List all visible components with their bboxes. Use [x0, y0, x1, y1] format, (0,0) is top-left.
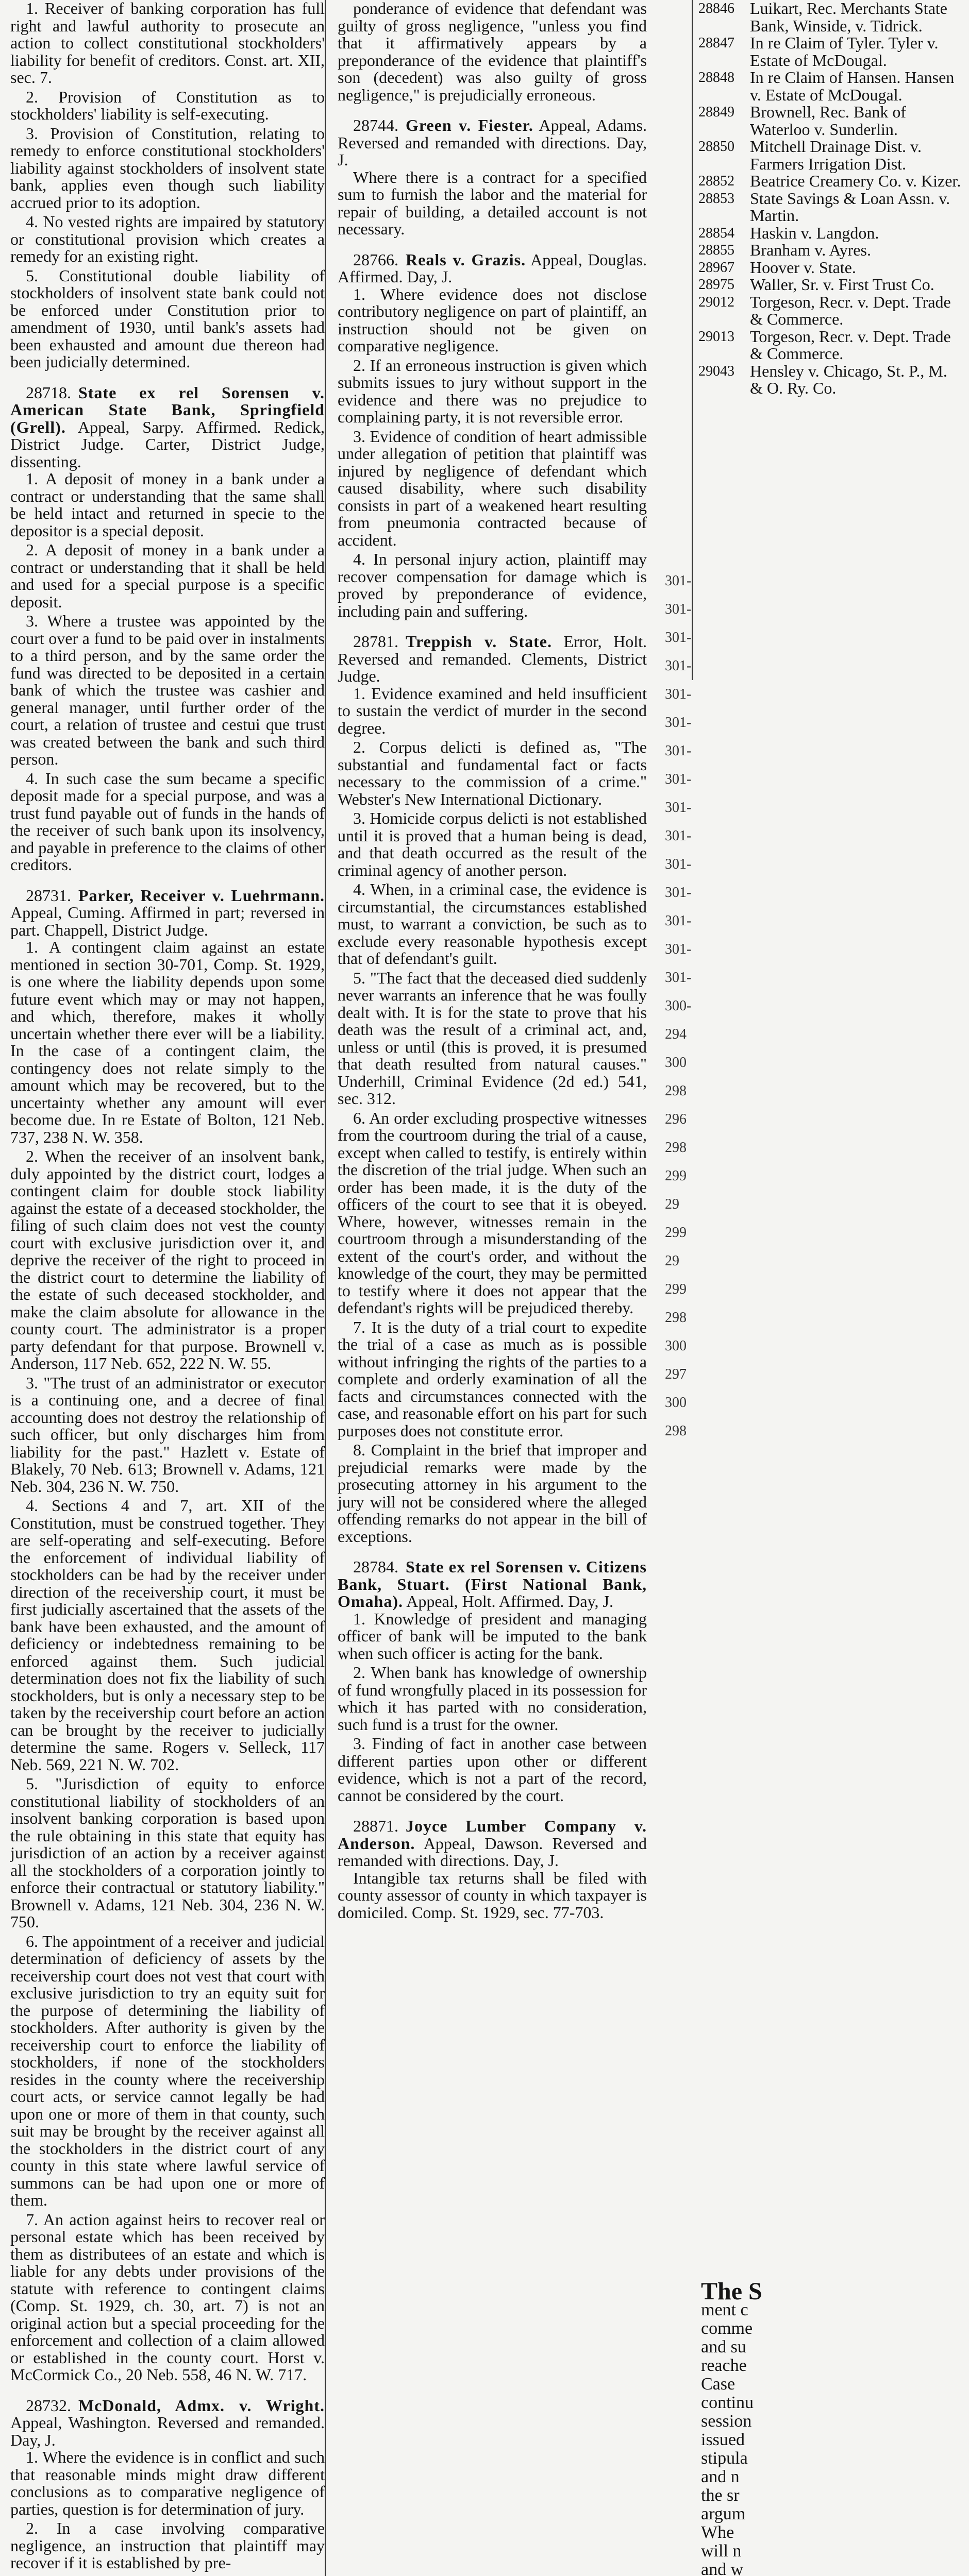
column-rule-left: [325, 0, 326, 2576]
margin-number: 301-: [665, 800, 692, 816]
margin-number: 29: [665, 1253, 679, 1269]
paragraph: 4. No vested rights are impaired by statutory or constitutional provision which creates a remedy for an existing right.: [10, 212, 325, 265]
case-list-row: [698, 276, 961, 294]
clipping-line: session: [701, 2412, 752, 2431]
case-disposition: Appeal, Douglas. Affirmed. Day, J.: [338, 250, 647, 286]
case-heading: [10, 2397, 325, 2449]
paragraph: 1. Where evidence does not disclose contributory negligence on part of plaintiff, an instruction should not be given on comparative negligence.: [338, 284, 647, 355]
paragraph: Where there is a contract for a specified sum to furnish the labor and the material for repair of building, a detailed account is not necessary.: [338, 167, 647, 238]
case-heading: [10, 887, 325, 939]
case-number: 28855: [698, 242, 734, 258]
margin-page-numbers: [665, 567, 706, 1700]
case-heading: [338, 1818, 647, 1870]
case-name: In re Claim of Tyler. Tyler v. Estate of McDougal.: [750, 33, 939, 70]
case-number: 28781.: [353, 632, 398, 651]
paragraph: 1. A contingent claim against an estate mentioned in section 30-701, Comp. St. 1929, is one where the liability depends upon some future event which may or may not happen, and which, therefore, makes it wholly uncertain whether there ever will be a liability. In the case of a contingent claim, the contingency does not relate simply to the amount which may be recovered, but to the uncertainty whether any amount will ever become due. In re Estate of Bolton, 121 Neb. 737, 238 N. W. 358.: [10, 938, 325, 1146]
clipping-line: Whe: [701, 2523, 734, 2542]
paragraph: 3. Finding of fact in another case between different parties upon other or different evidence, which is not a part of the record, cannot be considered by the court.: [338, 1734, 647, 1805]
case-list-row: [698, 294, 961, 328]
clipping-line: and w: [701, 2560, 744, 2576]
margin-number: 299: [665, 1225, 687, 1241]
margin-number: 296: [665, 1111, 687, 1127]
case-number: 28852: [698, 173, 734, 189]
case-heading: [338, 633, 647, 685]
clipping-line: Case: [701, 2375, 736, 2394]
paragraph: 5. "The fact that the deceased died suddenly never warrants an inference that he was foully dealt with. It is for the state to prove that his death was the result of a criminal act, and, unless or until (this is proved, it is presumed that death resulted from natural causes." Underhill, Criminal Evidence (2d ed.) 541, sec. 312.: [338, 968, 647, 1108]
paragraph: 2. When bank has knowledge of ownership of fund wrongfully placed in its possession for which it has parted with no consideration, such fund is a trust for the owner.: [338, 1663, 647, 1734]
margin-number: 301-: [665, 828, 692, 844]
paragraph: 5. Constitutional double liability of stockholders of insolvent state bank could not be enforced under Constitution prior to amendment of 1930, until bank's assets had been exhausted and amount due thereon had been judicially determined.: [10, 266, 325, 371]
margin-number: 301-: [665, 970, 692, 986]
case-title: Parker, Receiver v. Luehrmann.: [78, 886, 325, 905]
margin-number: 298: [665, 1310, 687, 1326]
margin-number: 301-: [665, 630, 692, 646]
case-name: State Savings & Loan Assn. v. Martin.: [750, 189, 950, 225]
clipping-line: issued: [701, 2430, 745, 2449]
margin-number: 298: [665, 1423, 687, 1439]
case-number: 28846: [698, 1, 734, 16]
margin-number: 299: [665, 1281, 687, 1297]
case-disposition: Appeal, Holt. Affirmed. Day, J.: [406, 1592, 613, 1611]
column-middle: [338, 0, 686, 2370]
case-number: 28967: [698, 259, 734, 276]
case-number: 28766.: [353, 250, 398, 269]
clipping-line: comme: [701, 2319, 753, 2338]
case-number: 29013: [698, 328, 734, 345]
paragraph: 4. In such case the sum became a specific deposit made for a special purpose, and was a trust fund payable out of funds in the hands of the receiver of such bank upon its insolvency, and payable in preference to the claims of other creditors.: [10, 769, 325, 874]
column-middle-content: [338, 0, 647, 1921]
case-disposition: Appeal, Adams. Reversed and remanded with directions. Day, J.: [338, 116, 647, 169]
clipping-line: will n: [701, 2541, 742, 2561]
case-name: Luikart, Rec. Merchants State Bank, Winside, v. Tidrick.: [750, 0, 947, 35]
clipping-fragment: [701, 2278, 969, 2576]
case-number: 28850: [698, 139, 734, 155]
paragraph: 3. Provision of Constitution, relating to remedy to enforce constitutional stockholders' liability against stockholders of insolvent state bank, applies even though such liability accrued prior to its adoption.: [10, 124, 325, 212]
case-name: Torgeson, Recr. v. Dept. Trade & Commerce.: [750, 292, 951, 328]
case-name: Brownell, Rec. Bank of Waterloo v. Sunderlin.: [750, 103, 907, 139]
paragraph: 2. Corpus delicti is defined as, "The substantial and fundamental fact or facts necessary to the commission of a crime." Webster's New International Dictionary.: [338, 738, 647, 808]
margin-number: 300-: [665, 998, 692, 1014]
case-title: Treppish v. State.: [406, 632, 552, 651]
case-number: 29012: [698, 294, 734, 310]
paragraph: 1. Where the evidence is in conflict and such that reasonable minds might draw different conclusions as to comparative negligence of parties, question is for determination of jury.: [10, 2448, 325, 2518]
paragraph: 6. The appointment of a receiver and judicial determination of deficiency of assets by the receivership court does not vest that court with exclusive jurisdiction to try an equity suit for the purpose of determining the liability of stockholders. After authority is given by the receivership court to enforce the liability of stockholders, if none of the stockholders resides in the county where the receivership court acts, or service cannot legally be had upon one or more of them in that county, such suit may be brought by the receiver against all the stockholders in the district court of any county in this state where lawful service of summons can be had upon one or more of them.: [10, 1931, 325, 2209]
margin-number: 297: [665, 1366, 687, 1382]
paragraph: 1. A deposit of money in a bank under a contract or understanding that the same shall be held intact and returned in specie to the depositor is a special deposit.: [10, 469, 325, 540]
case-disposition: Appeal, Dawson. Reversed and remanded with directions. Day, J.: [338, 1834, 647, 1870]
column-left: [10, 0, 325, 2576]
paragraph: 4. Sections 4 and 7, art. XII of the Constitution, must be construed together. They are self-operating and self-executing. Before the enforcement of individual liability of stockholders can be had by the receiver under direction of the receivership court, it must be first judicially ascertained that the assets of the bank have been exhausted, and the amount of deficiency or indebtedness remaining to be enforced against them. Such judicial determination does not fix the liability of such stockholders, but is only a necessary step to be taken by the receivership court before an action can be brought by the receiver to judicially determine the same. Rogers v. Selleck, 117 Neb. 569, 221 N. W. 702.: [10, 1496, 325, 1774]
column-left-content: [10, 0, 325, 2572]
case-list-row: [698, 138, 961, 173]
case-list-row: [698, 0, 961, 35]
case-title: State ex rel Sorensen v. Citizens Bank, Stuart. (First National Bank, Omaha).: [338, 1557, 647, 1611]
case-number: 28847: [698, 35, 734, 51]
case-heading: [338, 251, 647, 286]
paragraph: 1. Receiver of banking corporation has full right and lawful authority to prosecute an action to collect constitutional stockholders' liability for benefit of creditors. Const. art. XII, sec. 7.: [10, 0, 325, 87]
case-disposition: Error, Holt. Reversed and remanded. Clements, District Judge.: [338, 632, 647, 685]
paragraph: 5. "Jurisdiction of equity to enforce constitutional liability of stockholders of an insolvent banking corporation is based upon the rule obtaining in this state that equity has jurisdiction of an action by a receiver against all the stockholders of a corporation jointly to enforce their contractual or statutory liability." Brownell v. Adams, 121 Neb. 304, 236 N. W. 750.: [10, 1774, 325, 1931]
case-number: 28849: [698, 104, 734, 120]
case-name: Haskin v. Langdon.: [750, 223, 879, 242]
paragraph: 3. Where a trustee was appointed by the court over a fund to be paid over in instalments to a third person, and by the same order the fund was directed to be deposited in a certain bank of which the trustee was cashier and general manager, until further order of the court, a relation of trustee and cestui que trust was created between the bank and such third person.: [10, 612, 325, 768]
case-name: Mitchell Drainage Dist. v. Farmers Irrigation Dist.: [750, 137, 922, 173]
case-list-row: [698, 328, 961, 363]
case-name: In re Claim of Hansen. Hansen v. Estate of McDougal.: [750, 68, 955, 104]
paragraph: 2. If an erroneous instruction is given which submits issues to jury without support in the evidence and there was no prejudice to complaining party, it is not reversible error.: [338, 355, 647, 426]
clipping-line: reache: [701, 2356, 747, 2375]
column-right-case-list: [698, 0, 961, 675]
case-name: Branham v. Ayres.: [750, 241, 871, 259]
paragraph: Intangible tax returns shall be filed with county assessor of county in which taxpayer is domiciled. Comp. St. 1929, sec. 77-703.: [338, 1868, 647, 1922]
clipping-line: the sr: [701, 2486, 740, 2505]
paragraph: ponderance of evidence that defendant was guilty of gross negligence, "unless you find that it affirmatively appears by a preponderance of the evidence that plaintiff's son (decedent) was also guilty of gross negligence," is prejudicially erroneous.: [338, 0, 647, 104]
case-name: Hensley v. Chicago, St. P., M. & O. Ry. Co.: [750, 361, 947, 397]
clipping-line: continu: [701, 2393, 754, 2412]
case-number: 28975: [698, 277, 734, 293]
case-number: 28784.: [353, 1557, 398, 1576]
margin-number: 301-: [665, 856, 692, 872]
margin-number: 301-: [665, 715, 692, 731]
case-number: 28731.: [26, 886, 71, 905]
margin-number: 301-: [665, 771, 692, 787]
case-list-row: [698, 242, 961, 259]
case-title: Reals v. Grazis.: [406, 250, 526, 269]
case-number: 28744.: [353, 116, 398, 134]
margin-number: 300: [665, 1055, 687, 1071]
case-list-row: [698, 190, 961, 225]
margin-number: 29: [665, 1196, 679, 1212]
paragraph: 3. "The trust of an administrator or executor is a continuing one, and a decree of final accounting does not destroy the relationship of such officer, but only discharges him from liability for the past." Hazlett v. Estate of Blakely, 70 Neb. 613; Brownell v. Adams, 121 Neb. 304, 236 N. W. 750.: [10, 1373, 325, 1496]
case-number: 29043: [698, 363, 734, 379]
clipping-line: argum: [701, 2504, 746, 2523]
case-number: 28732.: [26, 2396, 71, 2415]
case-list-row: [698, 363, 961, 397]
case-list-row: [698, 259, 961, 277]
paragraph: 1. Evidence examined and held insufficient to sustain the verdict of murder in the second degree.: [338, 684, 647, 737]
case-name: Waller, Sr. v. First Trust Co.: [750, 275, 934, 294]
paragraph: 8. Complaint in the brief that improper and prejudicial remarks were made by the prosecuting attorney in his argument to the jury will not be considered where the alleged offending remarks do not appear in the bill of exceptions.: [338, 1440, 647, 1546]
case-heading: [338, 117, 647, 169]
margin-number: 301-: [665, 686, 692, 702]
clipping-line: ment c: [701, 2300, 748, 2319]
case-number: 28854: [698, 225, 734, 241]
case-list-row: [698, 104, 961, 138]
paragraph: 7. It is the duty of a trial court to expedite the trial of a case as much as is possible without infringing the rights of the parties to a complete and orderly examination of all the facts and circumstances connected with the case, and reasonable effort on his part for such purposes does not constitute error.: [338, 1317, 647, 1440]
margin-number: 301-: [665, 743, 692, 759]
paragraph: 3. Evidence of condition of heart admissible under allegation of petition that plaintiff was injured by negligence of defendant which caused disability, where such disability consists in part of a weakened heart resulting from pneumonia contracted because of accident.: [338, 427, 647, 549]
case-number: 28853: [698, 190, 734, 207]
case-title: Joyce Lumber Company v. Anderson.: [338, 1817, 647, 1853]
case-list-row: [698, 35, 961, 69]
case-list-row: [698, 173, 961, 190]
paragraph: 4. When, in a criminal case, the evidence is circumstantial, the circumstances established must, to warrant a conviction, be such as to exclude every reasonable hypothesis except that of defendant's guilt.: [338, 880, 647, 968]
clipping-line: and n: [701, 2467, 740, 2486]
paragraph: 4. In personal injury action, plaintiff may recover compensation for damage which is proved by preponderance of evidence, including pain and suffering.: [338, 550, 647, 620]
paragraph: 1. Knowledge of president and managing officer of bank will be imputed to the bank when such officer is acting for the bank.: [338, 1609, 647, 1663]
margin-number: 301-: [665, 658, 692, 674]
case-disposition: Appeal, Washington. Reversed and remanded. Day, J.: [10, 2413, 325, 2449]
case-disposition: Appeal, Sarpy. Affirmed. Redick, District Judge. Carter, District Judge, dissenting.: [10, 417, 325, 471]
case-number: 28848: [698, 70, 734, 86]
case-title: McDonald, Admx. v. Wright.: [78, 2396, 325, 2415]
margin-number: 301-: [665, 941, 692, 957]
clipping-lines: [701, 2301, 969, 2576]
case-name: Hoover v. State.: [750, 258, 856, 277]
paragraph: 3. Homicide corpus delicti is not established until it is proved that a human being is dead, and that death occurred as the result of the criminal agency of another person.: [338, 809, 647, 879]
case-heading: [10, 384, 325, 471]
margin-number: 300: [665, 1395, 687, 1411]
clipping-heading: The S: [701, 2278, 762, 2305]
paragraph: 2. In a case involving comparative negligence, an instruction that plaintiff may recover if it is established by pre-: [10, 2519, 325, 2572]
margin-number: 301-: [665, 573, 692, 589]
case-name: Torgeson, Recr. v. Dept. Trade & Commerce.: [750, 327, 951, 363]
margin-number: 299: [665, 1168, 687, 1184]
margin-number: 294: [665, 1026, 687, 1042]
case-title: Green v. Fiester.: [406, 116, 533, 134]
margin-number: 298: [665, 1083, 687, 1099]
clipping-line: and su: [701, 2337, 746, 2357]
paragraph: 2. A deposit of money in a bank under a contract or understanding that it shall be held and used for a special purpose is a specific deposit.: [10, 540, 325, 611]
case-number: 28718.: [26, 383, 71, 402]
margin-number: 298: [665, 1140, 687, 1156]
paragraph: 6. An order excluding prospective witnesses from the courtroom during the trial of a cause, except when called to testify, is entirely within the discretion of the trial judge. When such an order has been made, it is the duty of the officers of the court to see that it is obeyed. Where, however, witnesses remain in the courtroom through a misunderstanding of the extent of the court's order, and without the knowledge of the court, they may be permitted to testify where it does not appear that the defendant's rights will be prejudiced thereby.: [338, 1108, 647, 1317]
case-number: 28871.: [353, 1817, 398, 1835]
case-heading: [338, 1558, 647, 1611]
margin-number: 300: [665, 1338, 687, 1354]
paragraph: 7. An action against heirs to recover real or personal estate which has been received by them as distributees of an estate and which is liable for any debts under provisions of the statute with reference to contingent claims (Comp. St. 1929, ch. 30, art. 7) is not an original action but a special proceeding for the enforcement and collection of a claim allowed or established in the county court. Horst v. McCormick Co., 20 Neb. 558, 46 N. W. 717.: [10, 2210, 325, 2384]
margin-number: 301-: [665, 913, 692, 929]
margin-number: 301-: [665, 601, 692, 617]
paragraph: 2. Provision of Constitution as to stockholders' liability is self-executing.: [10, 87, 325, 123]
case-name: Beatrice Creamery Co. v. Kizer.: [750, 172, 961, 190]
case-list-row: [698, 69, 961, 104]
case-title: State ex rel Sorensen v. American State Bank, Springfield (Grell).: [10, 383, 325, 436]
case-disposition: Appeal, Cuming. Affirmed in part; reversed in part. Chappell, District Judge.: [10, 903, 325, 939]
margin-number: 301-: [665, 885, 692, 901]
case-list-row: [698, 225, 961, 242]
paragraph: 2. When the receiver of an insolvent bank, duly appointed by the district court, lodges a contingent claim for double stock liability against the estate of a deceased stockholder, the filing of such claim does not vest the county court with exclusive jurisdiction over it, and deprive the receiver of the right to proceed in the district court to determine the liability of the estate of such deceased stockholder, and make the claim absolute for allowance in the county court. The administrator is a proper party defendant for that purpose. Brownell v. Anderson, 117 Neb. 652, 222 N. W. 55.: [10, 1147, 325, 1372]
clipping-line: stipula: [701, 2449, 748, 2468]
